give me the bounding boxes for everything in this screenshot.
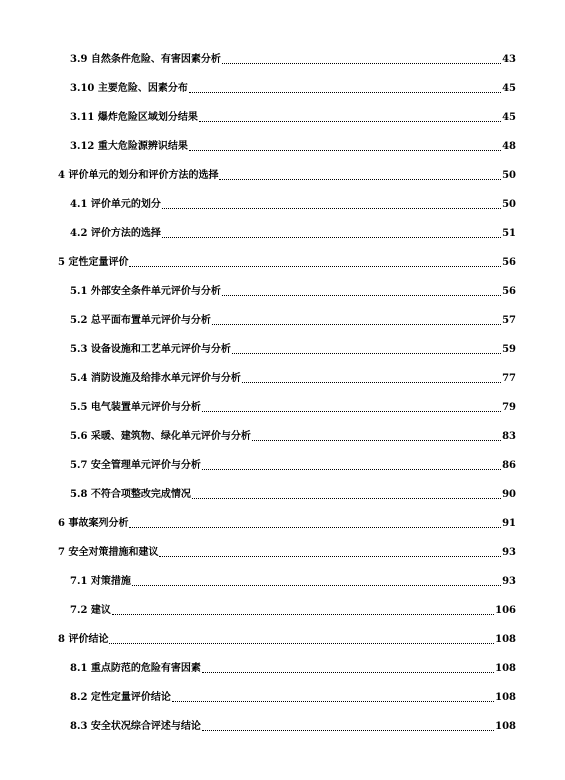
toc-entry-3-10[interactable] [70, 81, 516, 95]
toc-entry-5-5[interactable] [70, 400, 516, 414]
toc-page-number: 90 [502, 489, 516, 500]
toc-entry-label: 5.3 设备设施和工艺单元评价与分析 [70, 344, 231, 355]
toc-page-number: 56 [502, 286, 516, 297]
toc-entry-5-7[interactable] [70, 458, 516, 472]
toc-entry-4-2[interactable] [70, 226, 516, 240]
toc-page-number: 59 [502, 344, 516, 355]
toc-entry-label: 5.8 不符合项整改完成情况 [70, 489, 191, 500]
toc-entry-5[interactable] [58, 255, 516, 269]
toc-dot-leader [252, 440, 501, 441]
toc-entry-label: 5 定性定量评价 [58, 257, 129, 268]
toc-page-number: 43 [502, 54, 516, 65]
toc-entry-label: 5.7 安全管理单元评价与分析 [70, 460, 201, 471]
toc-entry-3-11[interactable] [70, 110, 516, 124]
toc-page-number: 83 [502, 431, 516, 442]
toc-dot-leader [212, 324, 501, 325]
toc-entry-label: 5.6 采暖、建筑物、绿化单元评价与分析 [70, 431, 251, 442]
toc-entry-5-1[interactable] [70, 284, 516, 298]
toc-entry-8-2[interactable] [70, 690, 516, 704]
toc-entry-label: 7 安全对策措施和建议 [58, 547, 159, 558]
toc-page-number: 56 [502, 257, 516, 268]
toc-entry-4-1[interactable] [70, 197, 516, 211]
toc-entry-label: 5.5 电气装置单元评价与分析 [70, 402, 201, 413]
toc-dot-leader [202, 730, 494, 731]
toc-entry-label: 3.12 重大危险源辨识结果 [70, 141, 188, 152]
toc-dot-leader [162, 237, 501, 238]
toc-entry-label: 8.3 安全状况综合评述与结论 [70, 721, 201, 732]
toc-page-number: 106 [495, 605, 516, 616]
toc-entry-8-1[interactable] [70, 661, 516, 675]
toc-entry-7-1[interactable] [70, 574, 516, 588]
toc-entry-label: 5.4 消防设施及给排水单元评价与分析 [70, 373, 241, 384]
toc-dot-leader [202, 411, 501, 412]
toc-entry-label: 3.11 爆炸危险区域划分结果 [70, 112, 198, 123]
toc-page-number: 108 [495, 692, 516, 703]
toc-entry-label: 8.1 重点防范的危险有害因素 [70, 663, 201, 674]
toc-entry-5-8[interactable] [70, 487, 516, 501]
toc-entry-label: 8.2 定性定量评价结论 [70, 692, 171, 703]
toc-dot-leader [132, 585, 501, 586]
toc-entry-label: 7.2 建议 [70, 605, 111, 616]
toc-entry-label: 3.10 主要危险、因素分布 [70, 83, 188, 94]
toc-dot-leader [219, 179, 501, 180]
toc-page-number: 108 [495, 721, 516, 732]
toc-dot-leader [109, 643, 494, 644]
toc-dot-leader [162, 208, 501, 209]
toc-entry-label: 5.1 外部安全条件单元评价与分析 [70, 286, 221, 297]
toc-entry-8[interactable] [58, 632, 516, 646]
toc-entry-label: 4.2 评价方法的选择 [70, 228, 161, 239]
toc-entry-5-3[interactable] [70, 342, 516, 356]
toc-page-number: 51 [502, 228, 516, 239]
toc-dot-leader [202, 469, 501, 470]
toc-dot-leader [232, 353, 501, 354]
toc-entry-5-6[interactable] [70, 429, 516, 443]
toc-entry-label: 6 事故案列分析 [58, 518, 129, 529]
toc-dot-leader [189, 92, 501, 93]
toc-page-number: 93 [502, 576, 516, 587]
toc-entry-label: 7.1 对策措施 [70, 576, 131, 587]
toc-dot-leader [202, 672, 494, 673]
toc-entry-3-12[interactable] [70, 139, 516, 153]
toc-dot-leader [242, 382, 501, 383]
toc-page-number: 45 [502, 112, 516, 123]
toc-page-number: 79 [502, 402, 516, 413]
toc-entry-label: 3.9 自然条件危险、有害因素分析 [70, 54, 221, 65]
toc-page-number: 93 [502, 547, 516, 558]
toc-page-number: 50 [502, 199, 516, 210]
toc-entry-4[interactable] [58, 168, 516, 182]
toc-dot-leader [129, 527, 501, 528]
toc-page-number: 48 [502, 141, 516, 152]
toc-page-number: 91 [502, 518, 516, 529]
toc-dot-leader [159, 556, 501, 557]
toc-page-number: 77 [502, 373, 516, 384]
toc-entry-8-3[interactable] [70, 719, 516, 733]
toc-entry-6[interactable] [58, 516, 516, 530]
toc-entry-5-4[interactable] [70, 371, 516, 385]
toc-dot-leader [129, 266, 501, 267]
toc-page-number: 108 [495, 634, 516, 645]
toc-dot-leader [192, 498, 501, 499]
toc-page-number: 108 [495, 663, 516, 674]
toc-dot-leader [189, 150, 501, 151]
toc-entry-5-2[interactable] [70, 313, 516, 327]
toc-entry-7[interactable] [58, 545, 516, 559]
toc-page-number: 86 [502, 460, 516, 471]
toc-entry-label: 8 评价结论 [58, 634, 109, 645]
toc-entry-label: 4 评价单元的划分和评价方法的选择 [58, 170, 219, 181]
toc-page-number: 45 [502, 83, 516, 94]
toc-entry-3-9[interactable] [70, 52, 516, 66]
toc-page-number: 57 [502, 315, 516, 326]
toc-entry-7-2[interactable] [70, 603, 516, 617]
toc-dot-leader [199, 121, 501, 122]
toc-page-number: 50 [502, 170, 516, 181]
toc-dot-leader [112, 614, 494, 615]
toc-dot-leader [172, 701, 494, 702]
toc-dot-leader [222, 63, 501, 64]
toc-entry-label: 4.1 评价单元的划分 [70, 199, 161, 210]
toc-dot-leader [222, 295, 501, 296]
toc-entry-label: 5.2 总平面布置单元评价与分析 [70, 315, 211, 326]
